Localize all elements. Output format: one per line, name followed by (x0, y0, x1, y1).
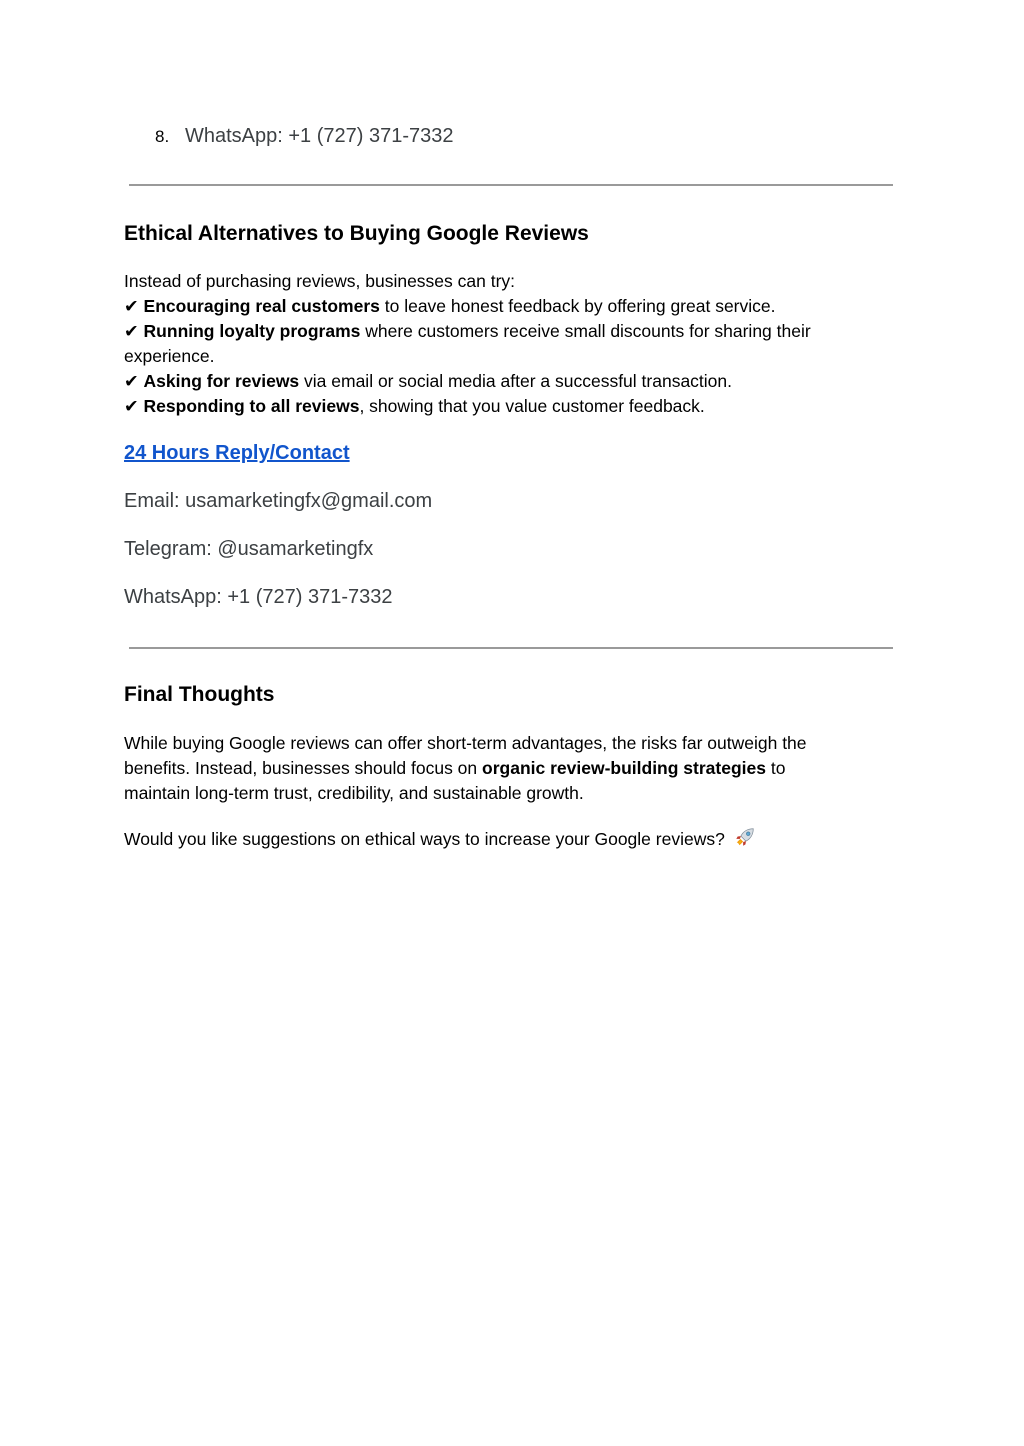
final-heading: Final Thoughts (124, 683, 275, 706)
ethical-item (124, 294, 894, 319)
final-p2-line (124, 826, 894, 855)
ethical-item-text: where customers receive small discounts for sharing their (360, 321, 811, 341)
final-p1-text: to (765, 758, 786, 778)
ethical-list (124, 269, 894, 419)
ethical-item-bold: Encouraging real customers (143, 296, 380, 316)
ethical-item (124, 394, 894, 419)
ethical-item-text: to leave honest feedback by offering great service. (379, 296, 776, 316)
ethical-item-bold: Responding to all reviews (143, 396, 360, 416)
contact-email: Email: usamarketingfx@gmail.com (124, 490, 433, 512)
check-icon: ✔ (124, 296, 139, 316)
final-paragraph-1 (124, 731, 894, 806)
horizontal-rule-1 (129, 184, 893, 186)
final-p1-text: benefits. Instead, businesses should focus on (124, 758, 483, 778)
ethical-heading: Ethical Alternatives to Buying Google Reviews (124, 222, 589, 245)
rocket-icon (734, 826, 756, 855)
contact-telegram: Telegram: @usamarketingfx (124, 538, 374, 560)
ethical-item-text: via email or social media after a successful transaction. (299, 371, 732, 391)
check-icon: ✔ (124, 396, 139, 416)
ethical-item-bold: Asking for reviews (143, 371, 300, 391)
check-icon: ✔ (124, 321, 139, 341)
list-number: 8. (155, 127, 170, 146)
check-icon: ✔ (124, 371, 139, 391)
final-p1-line (124, 756, 894, 781)
final-p1-bold: organic review-building strategies (482, 758, 766, 778)
horizontal-rule-2 (129, 647, 893, 649)
contact-link[interactable]: 24 Hours Reply/Contact (124, 442, 350, 464)
ethical-intro: Instead of purchasing reviews, businesses can try: (124, 271, 516, 291)
ethical-item-continuation: experience. (124, 346, 215, 366)
contact-whatsapp: WhatsApp: +1 (727) 371-7332 (124, 586, 393, 608)
ethical-item (124, 369, 894, 394)
ethical-item-text: , showing that you value customer feedback. (359, 396, 705, 416)
ethical-item (124, 319, 894, 344)
list-item-whatsapp (155, 124, 454, 149)
final-p1-line: While buying Google reviews can offer short-term advantages, the risks far outweigh the (124, 733, 807, 753)
ethical-item-bold: Running loyalty programs (143, 321, 361, 341)
list-item-text: WhatsApp: +1 (727) 371-7332 (185, 125, 454, 147)
final-p2-text: Would you like suggestions on ethical ways to increase your Google reviews? (124, 829, 725, 849)
final-p1-line: maintain long-term trust, credibility, and sustainable growth. (124, 783, 584, 803)
final-paragraph-2 (124, 826, 894, 855)
